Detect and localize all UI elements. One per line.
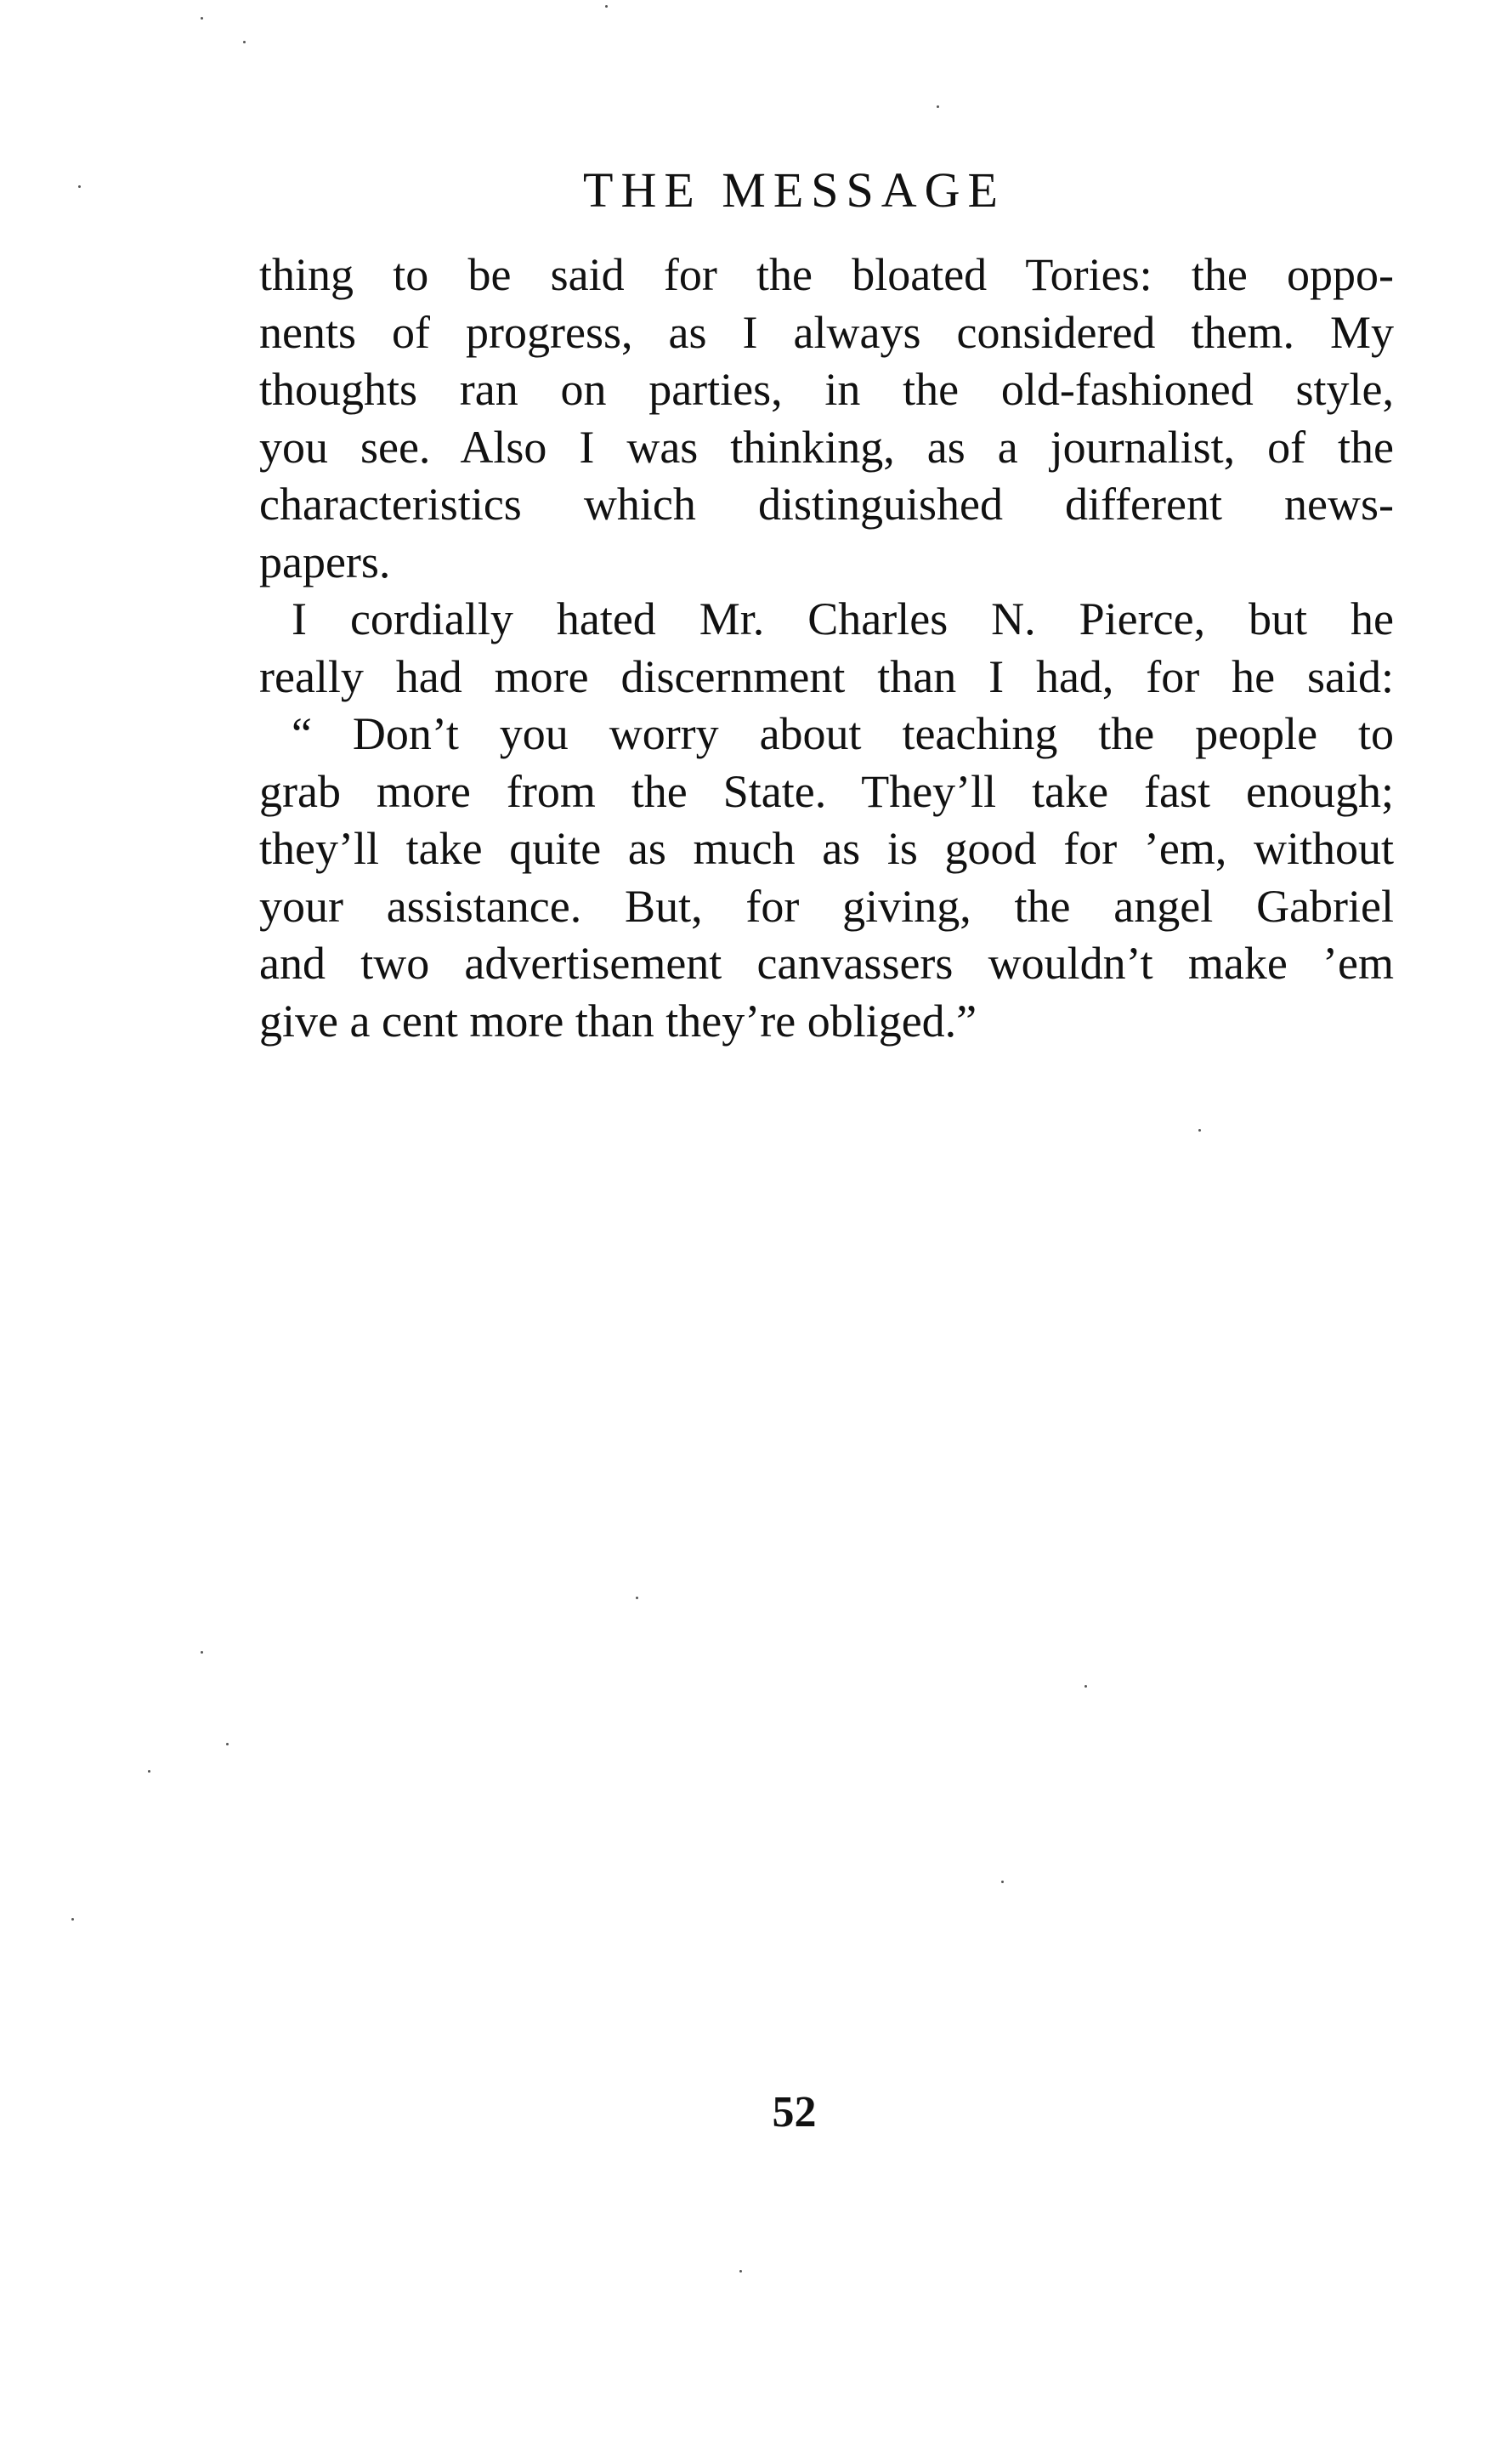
text-line: grab more from the State. They’ll take fast enough;: [259, 765, 1394, 817]
text-line: characteristics which distinguished different news-: [259, 479, 1394, 530]
text-line: and two advertisement canvassers wouldn’t make ’em: [259, 938, 1394, 989]
text-line: your assistance. But, for giving, the angel Gabriel: [259, 880, 1394, 932]
scan-speck: [71, 1918, 74, 1921]
scan-speck: [201, 1651, 203, 1654]
paragraph: [259, 706, 1394, 1050]
running-head: THE MESSAGE: [583, 162, 1005, 218]
scan-speck: [937, 105, 939, 108]
paragraph: [259, 591, 1394, 706]
text-line: I cordially hated Mr. Charles N. Pierce, but he: [292, 593, 1394, 644]
body-text: [259, 247, 1394, 1050]
scan-speck: [201, 17, 203, 20]
scan-speck: [1084, 1685, 1087, 1688]
text-line: you see. Also I was thinking, as a journalist, of the: [259, 421, 1394, 473]
text-line: papers.: [259, 536, 391, 587]
scan-speck: [148, 1770, 150, 1773]
scan-speck: [739, 2270, 742, 2273]
scan-speck: [226, 1743, 229, 1745]
text-line: nents of progress, as I always considered them. My: [259, 306, 1394, 358]
text-line: really had more discernment than I had, for he said:: [259, 650, 1394, 702]
paragraph: [259, 247, 1394, 591]
scan-speck: [1001, 1881, 1004, 1883]
scan-speck: [243, 41, 246, 43]
scan-speck: [636, 1597, 638, 1599]
scan-speck: [605, 5, 608, 8]
scan-speck: [1198, 1129, 1201, 1132]
text-line: “ Don’t you worry about teaching the people to: [292, 708, 1394, 759]
text-line: give a cent more than they’re obliged.”: [259, 995, 977, 1047]
scan-speck: [78, 185, 81, 188]
text-line: they’ll take quite as much as is good for ’em, without: [259, 823, 1394, 874]
text-line: thoughts ran on parties, in the old-fashioned style,: [259, 364, 1394, 415]
text-line: thing to be said for the bloated Tories: the oppo-: [259, 249, 1394, 300]
page-number: 52: [772, 2088, 817, 2136]
